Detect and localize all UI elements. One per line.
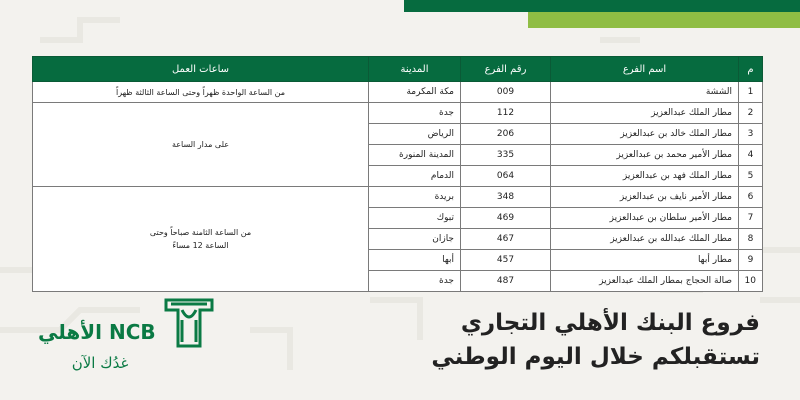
row-branch-name: مطار الملك عبدالله بن عبدالعزيز [551, 229, 739, 250]
branches-table [32, 56, 763, 292]
brand-tagline: غدُك الآن [71, 354, 129, 372]
hours-group-2: على مدار الساعة [33, 103, 369, 187]
row-num: 4 [739, 145, 763, 166]
row-num: 6 [739, 187, 763, 208]
row-branch-name: مطار أبها [551, 250, 739, 271]
row-num: 5 [739, 166, 763, 187]
brand-block [38, 296, 218, 386]
row-num: 2 [739, 103, 763, 124]
row-city: المدينة المنورة [369, 145, 461, 166]
table-row [33, 82, 763, 103]
row-branch-code: 348 [461, 187, 551, 208]
hours-group-3 [33, 187, 369, 292]
table-header-row [33, 57, 763, 82]
row-branch-code: 112 [461, 103, 551, 124]
row-city: الدمام [369, 166, 461, 187]
row-branch-name: مطار الأمير محمد بن عبدالعزيز [551, 145, 739, 166]
row-num: 1 [739, 82, 763, 103]
top-dark-green-stripe [404, 0, 800, 12]
header-branch-code: رقم الفرع [461, 57, 551, 82]
row-city: جدة [369, 271, 461, 292]
row-branch-code: 206 [461, 124, 551, 145]
headline-line1: فروع البنك الأهلي التجاري [460, 310, 760, 336]
header-num: م [739, 57, 763, 82]
header-branch-name: اسم الفرع [551, 57, 739, 82]
row-city: الرياض [369, 124, 461, 145]
row-city: جدة [369, 103, 461, 124]
row-branch-name: مطار الأمير نايف بن عبدالعزيز [551, 187, 739, 208]
row-branch-code: 457 [461, 250, 551, 271]
row-num: 8 [739, 229, 763, 250]
header-city: المدينة [369, 57, 461, 82]
row-num: 3 [739, 124, 763, 145]
header-hours: ساعات العمل [33, 57, 369, 82]
row-branch-name: مطار الملك خالد بن عبدالعزيز [551, 124, 739, 145]
row-branch-code: 469 [461, 208, 551, 229]
row-branch-name: الششة [551, 82, 739, 103]
row-branch-code: 335 [461, 145, 551, 166]
row-branch-name: مطار الملك فهد بن عبدالعزيز [551, 166, 739, 187]
row-branch-name: صالة الحجاج بمطار الملك عبدالعزيز [551, 271, 739, 292]
row-branch-name: مطار الملك عبدالعزيز [551, 103, 739, 124]
row-branch-name: مطار الأمير سلطان بن عبدالعزيز [551, 208, 739, 229]
row-city: جازان [369, 229, 461, 250]
row-num: 9 [739, 250, 763, 271]
row-branch-code: 009 [461, 82, 551, 103]
top-light-green-stripe [528, 12, 800, 28]
brand-name: الأهلي NCB [38, 320, 156, 344]
table-row [33, 187, 763, 208]
table-row [33, 103, 763, 124]
hours-group-1: من الساعة الواحدة ظهراً وحتى الساعة الثالثة ظهراً [33, 82, 369, 103]
row-branch-code: 467 [461, 229, 551, 250]
row-num: 7 [739, 208, 763, 229]
hours-group-3-line1: من الساعة الثامنة صباحاً وحتى [149, 228, 252, 237]
row-city: تبوك [369, 208, 461, 229]
hours-group-3-line2: الساعة 12 مساءً [172, 241, 229, 250]
row-city: مكة المكرمة [369, 82, 461, 103]
headline-line2: تستقبلكم خلال اليوم الوطني [431, 344, 760, 370]
row-city: بريدة [369, 187, 461, 208]
row-city: أبها [369, 250, 461, 271]
ncb-logo-icon [160, 296, 218, 350]
headline [431, 306, 760, 374]
row-num: 10 [739, 271, 763, 292]
row-branch-code: 487 [461, 271, 551, 292]
row-branch-code: 064 [461, 166, 551, 187]
